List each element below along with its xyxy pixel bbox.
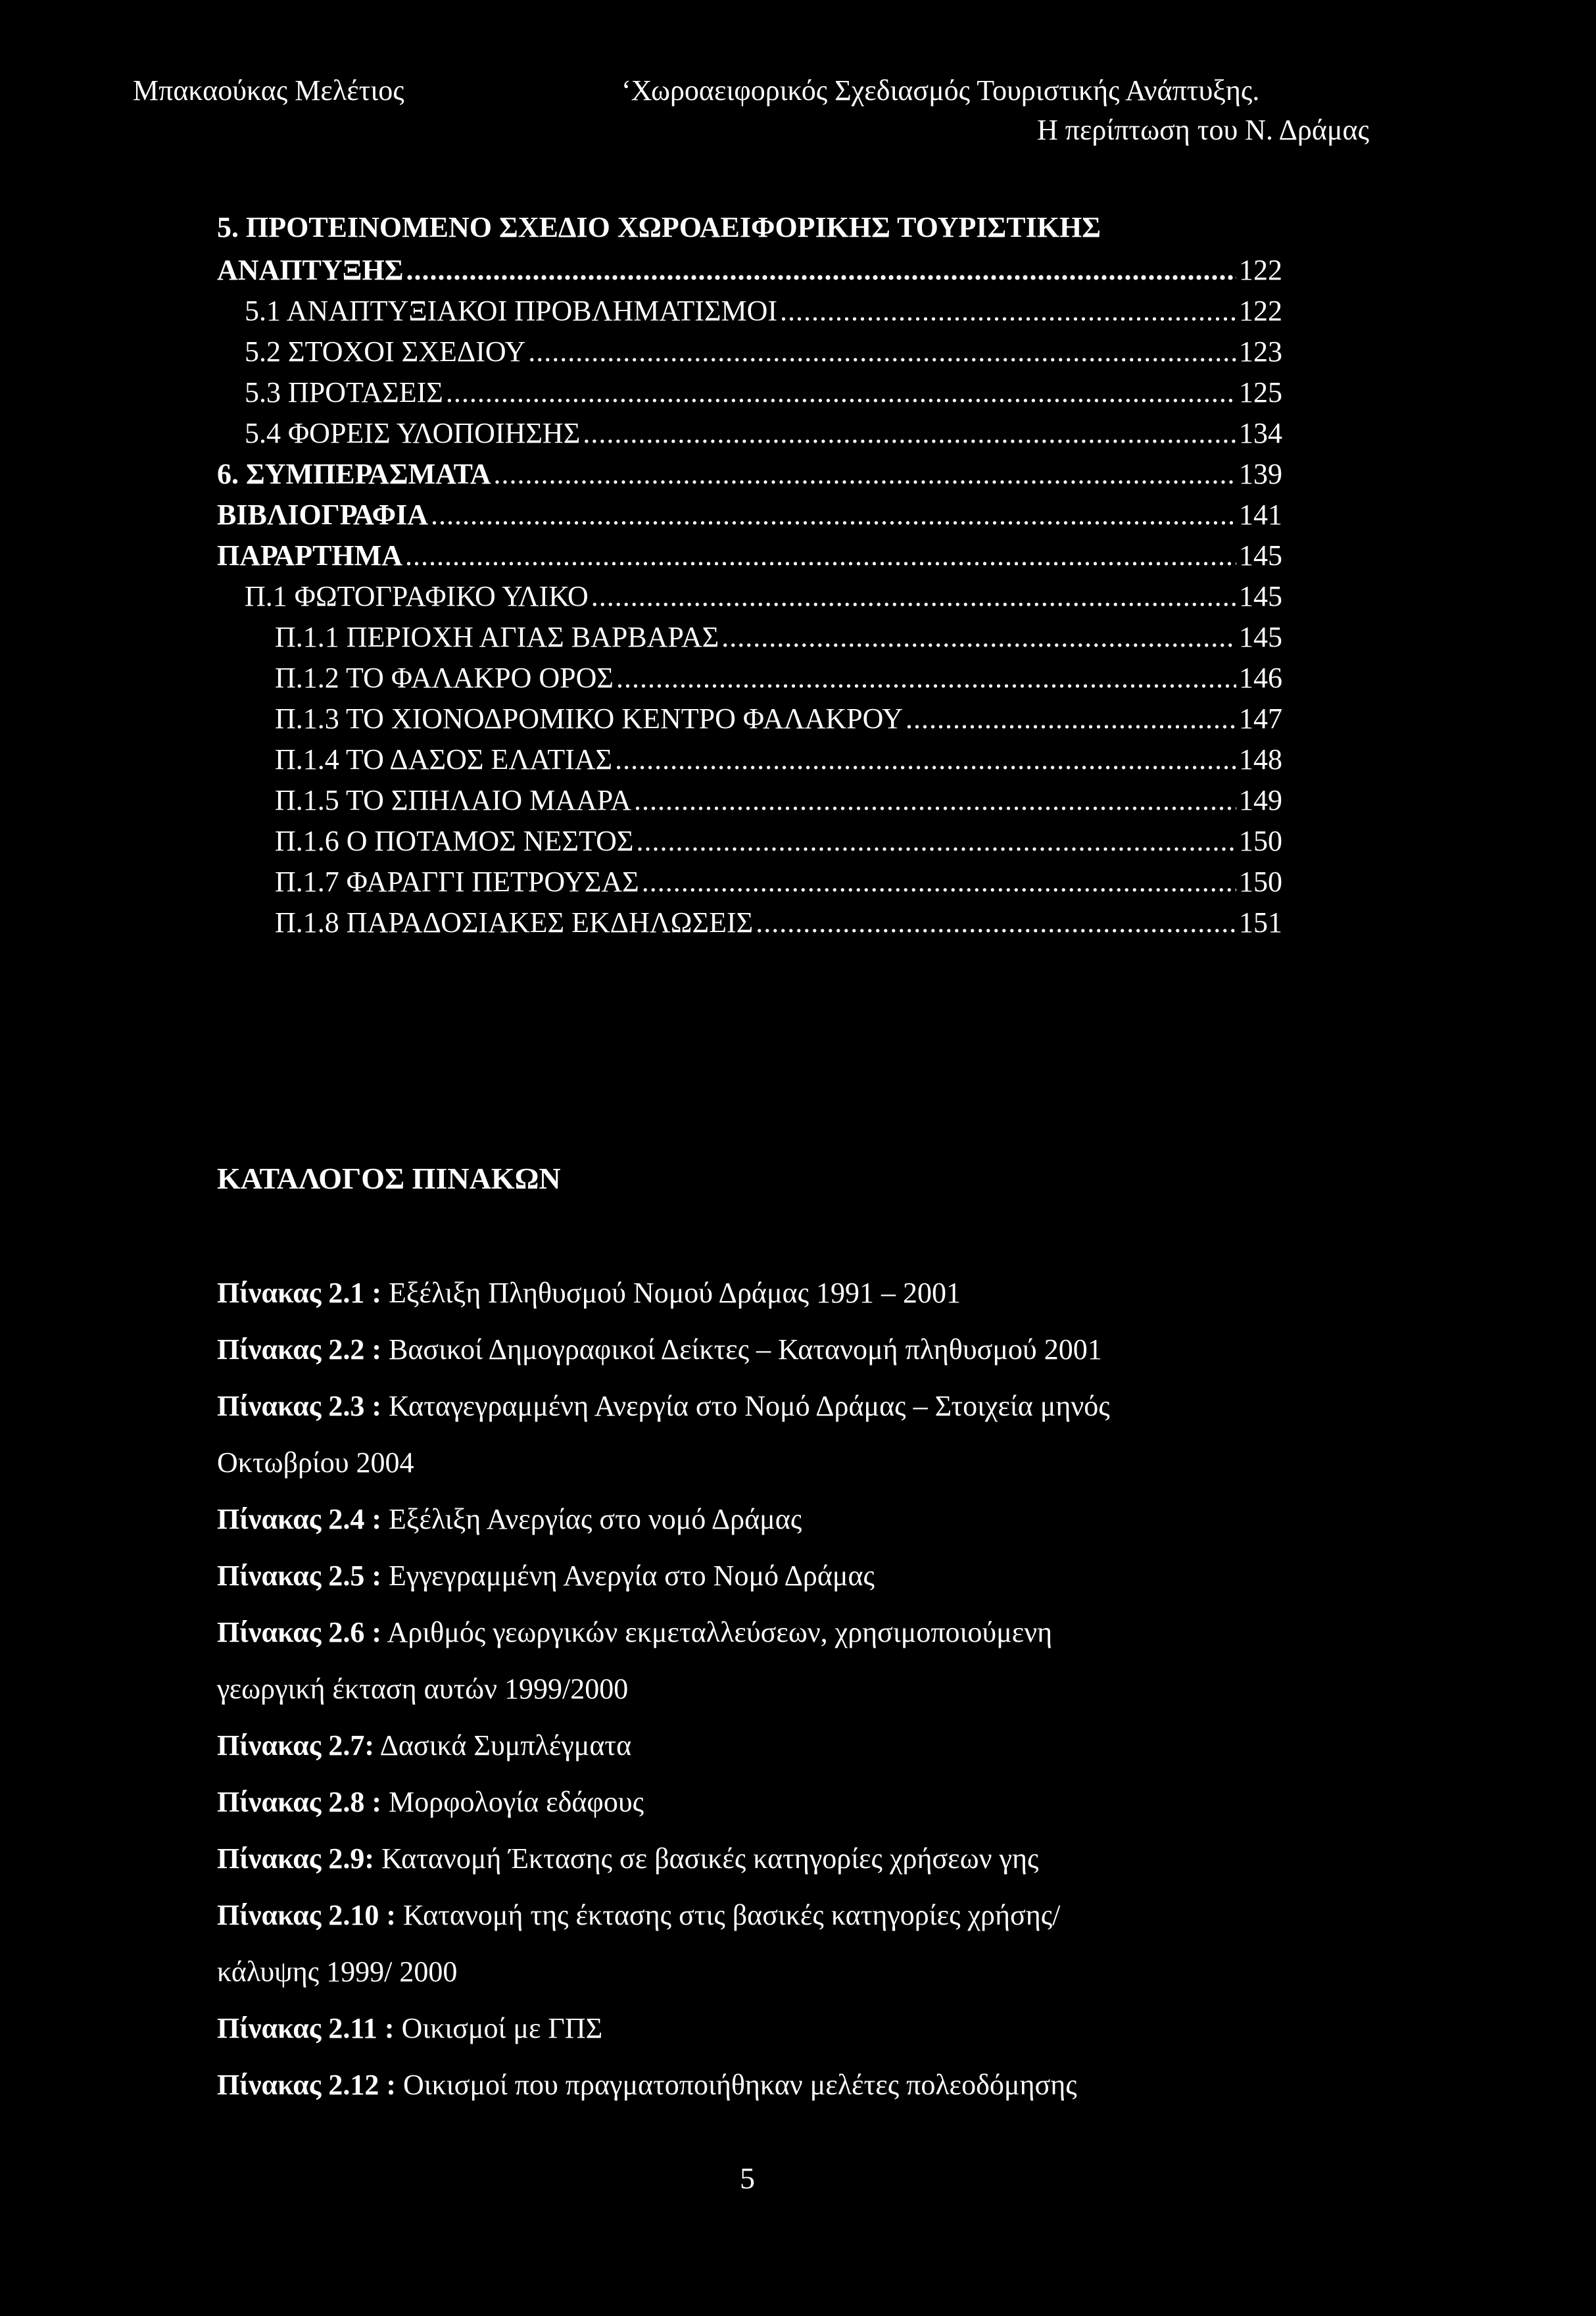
toc-entry-page: 122 bbox=[1239, 295, 1282, 327]
list-of-tables-heading: ΚΑΤΑΛΟΓΟΣ ΠΙΝΑΚΩΝ bbox=[217, 1162, 561, 1195]
table-list-item-text: Κατανομή Έκτασης σε βασικές κατηγορίες χρήσεων γης bbox=[374, 1842, 1039, 1875]
table-list-item-label: Πίνακας 2.11 : bbox=[217, 2012, 395, 2044]
toc-entry-page: 145 bbox=[1239, 580, 1282, 612]
table-list-item bbox=[217, 1502, 802, 1536]
toc-leader-dots bbox=[583, 413, 1236, 454]
table-list-item bbox=[217, 1842, 1038, 1875]
toc-entry-label: 5.2 ΣΤΟΧΟΙ ΣΧΕΔΙΟΥ bbox=[245, 335, 526, 368]
toc-entry-page: 147 bbox=[1239, 702, 1282, 735]
table-list-item bbox=[217, 1615, 1052, 1649]
table-list-item-label: Πίνακας 2.2 : bbox=[217, 1333, 382, 1366]
header-author: Μπακαούκας Μελέτιος bbox=[133, 74, 404, 107]
toc-entry bbox=[275, 658, 1282, 699]
toc-entry bbox=[275, 821, 1282, 862]
toc-entry bbox=[275, 739, 1282, 780]
toc-entry bbox=[275, 699, 1282, 739]
table-list-item-text: Οικισμοί με ΓΠΣ bbox=[394, 2012, 603, 2044]
toc-entry bbox=[217, 535, 1282, 576]
table-list-item-label: Πίνακας 2.5 : bbox=[217, 1560, 382, 1592]
toc-entry-label: Π.1.2 ΤΟ ΦΑΛΑΚΡΟ ΟΡΟΣ bbox=[275, 662, 614, 694]
toc-entry-page: 141 bbox=[1239, 499, 1282, 531]
toc-entry bbox=[245, 576, 1282, 617]
toc-entry-page: 145 bbox=[1239, 539, 1282, 572]
table-list-item-continuation: Οκτωβρίου 2004 bbox=[217, 1446, 414, 1479]
table-list-item bbox=[217, 1785, 644, 1819]
table-list-item bbox=[217, 1333, 1102, 1366]
table-list-item bbox=[217, 2011, 602, 2045]
table-list-item-continuation: κάλυψης 1999/ 2000 bbox=[217, 1956, 458, 1988]
table-list-item bbox=[217, 1729, 631, 1762]
toc-leader-dots bbox=[493, 454, 1236, 495]
table-list-item-label: Πίνακας 2.9: bbox=[217, 1842, 375, 1875]
toc-entry-label: Π.1.1 ΠΕΡΙΟΧΗ ΑΓΙΑΣ ΒΑΡΒΑΡΑΣ bbox=[275, 621, 719, 653]
toc-entry-page: 146 bbox=[1239, 662, 1282, 694]
table-list-item-label: Πίνακας 2.1 : bbox=[217, 1277, 382, 1309]
toc-entry bbox=[245, 291, 1282, 332]
toc-section-5-title: 5. ΠΡΟΤΕΙΝΟΜΕΝΟ ΣΧΕΔΙΟ ΧΩΡΟΑΕΙΦΟΡΙΚΗΣ ΤΟΥΡΙΣΤΙΚΗΣ bbox=[217, 211, 1101, 243]
table-list-item bbox=[217, 1898, 1060, 1932]
table-list-item-text: Καταγεγραμμένη Ανεργία στο Νομό Δράμας – Στοιχεία μηνός bbox=[381, 1390, 1110, 1422]
toc-leader-dots bbox=[756, 902, 1236, 943]
table-list-item-label: Πίνακας 2.3 : bbox=[217, 1390, 382, 1422]
header-title-line2: Η περίπτωση του Ν. Δράμας bbox=[1036, 114, 1369, 146]
table-list-item-text: Κατανομή της έκτασης στις βασικές κατηγορίες χρήσης/ bbox=[396, 1899, 1061, 1931]
page-number: 5 bbox=[740, 2161, 755, 2195]
toc-entry bbox=[245, 413, 1282, 454]
toc-leader-dots bbox=[636, 821, 1236, 862]
toc-entry-page: 123 bbox=[1239, 335, 1282, 368]
toc-entry-page: 150 bbox=[1239, 825, 1282, 857]
table-list-item bbox=[217, 1559, 875, 1592]
table-list-item bbox=[217, 1276, 961, 1310]
toc-entry-label: ΑΝΑΠΤΥΞΗΣ bbox=[217, 254, 404, 286]
table-list-item-text: Δασικά Συμπλέγματα bbox=[374, 1729, 632, 1762]
toc-entry-label: 5.4 ΦΟΡΕΙΣ ΥΛΟΠΟΙΗΣΗΣ bbox=[245, 417, 581, 449]
header-title-line1: ‘Χωροαειφορικός Σχεδιασμός Τουριστικής Ανάπτυξης. bbox=[621, 74, 1260, 107]
toc-leader-dots bbox=[780, 291, 1236, 332]
toc-entry-label: ΠΑΡΑΡΤΗΜΑ bbox=[217, 539, 402, 572]
toc-entry-page: 150 bbox=[1239, 866, 1282, 898]
table-list-item-label: Πίνακας 2.4 : bbox=[217, 1503, 382, 1535]
toc-leader-dots bbox=[642, 862, 1236, 902]
table-list-item-text: Εγγεγραμμένη Ανεργία στο Νομό Δράμας bbox=[381, 1560, 875, 1592]
table-list-item-label: Πίνακας 2.12 : bbox=[217, 2069, 397, 2101]
table-list-item-text: Εξέλιξη Ανεργίας στο νομό Δράμας bbox=[381, 1503, 802, 1535]
table-list-item-text: Εξέλιξη Πληθυσμού Νομού Δράμας 1991 – 2001 bbox=[381, 1277, 961, 1309]
toc-leader-dots bbox=[616, 658, 1236, 699]
toc-leader-dots bbox=[591, 576, 1236, 617]
toc-entry-label: Π.1.7 ΦΑΡΑΓΓΙ ΠΕΤΡΟΥΣΑΣ bbox=[275, 866, 639, 898]
toc-entry-label: ΒΙΒΛΙΟΓΡΑΦΙΑ bbox=[217, 499, 429, 531]
toc-leader-dots bbox=[906, 699, 1236, 739]
toc-entry-label: 5.3 ΠΡΟΤΑΣΕΙΣ bbox=[245, 376, 443, 408]
table-list-item-text: Μορφολογία εδάφους bbox=[381, 1786, 644, 1818]
table-list-item-text: Βασικοί Δημογραφικοί Δείκτες – Κατανομή πληθυσμού 2001 bbox=[381, 1333, 1102, 1366]
toc-leader-dots bbox=[615, 739, 1236, 780]
toc-entry-page: 125 bbox=[1239, 376, 1282, 408]
toc-entry-label: 6. ΣΥΜΠΕΡΑΣΜΑΤΑ bbox=[217, 458, 491, 490]
toc-entry-page: 148 bbox=[1239, 743, 1282, 776]
table-list-item-label: Πίνακας 2.7: bbox=[217, 1729, 375, 1762]
toc-leader-dots bbox=[634, 780, 1236, 821]
toc-entry-page: 122 bbox=[1239, 254, 1282, 286]
toc-entry bbox=[275, 902, 1282, 943]
toc-entry-page: 139 bbox=[1239, 458, 1282, 490]
toc-entry-label: Π.1.5 ΤΟ ΣΠΗΛΑΙΟ ΜΑΑΡΑ bbox=[275, 784, 632, 816]
toc-leader-dots bbox=[446, 372, 1236, 413]
toc-entry-label: Π.1.8 ΠΑΡΑΔΟΣΙΑΚΕΣ ΕΚΔΗΛΩΣΕΙΣ bbox=[275, 906, 754, 939]
toc-leader-dots bbox=[405, 535, 1236, 576]
toc-entry bbox=[245, 332, 1282, 372]
toc-entry-label: 5.1 ΑΝΑΠΤΥΞΙΑΚΟΙ ΠΡΟΒΛΗΜΑΤΙΣΜΟΙ bbox=[245, 295, 778, 327]
toc-leader-dots bbox=[406, 250, 1236, 291]
toc-entry bbox=[275, 780, 1282, 821]
toc-leader-dots bbox=[721, 617, 1236, 658]
toc-entry bbox=[217, 250, 1282, 291]
toc-entry-page: 149 bbox=[1239, 784, 1282, 816]
table-list-item bbox=[217, 2068, 1077, 2102]
toc-leader-dots bbox=[431, 495, 1236, 535]
table-list-item-text: Οικισμοί που πραγματοποιήθηκαν μελέτες πολεοδόμησης bbox=[396, 2069, 1077, 2101]
table-list-item-label: Πίνακας 2.6 : bbox=[217, 1616, 382, 1648]
toc-entry-label: Π.1.4 ΤΟ ΔΑΣΟΣ ΕΛΑΤΙΑΣ bbox=[275, 743, 613, 776]
toc-entry bbox=[217, 454, 1282, 495]
toc-entry-label: Π.1.3 ΤΟ ΧΙΟΝΟΔΡΟΜΙΚΟ ΚΕΝΤΡΟ ΦΑΛΑΚΡΟΥ bbox=[275, 702, 904, 735]
toc-entry-page: 151 bbox=[1239, 906, 1282, 939]
toc-entry-label: Π.1.6 Ο ΠΟΤΑΜΟΣ ΝΕΣΤΟΣ bbox=[275, 825, 634, 857]
toc-leader-dots bbox=[528, 332, 1236, 372]
toc-entry bbox=[217, 495, 1282, 535]
toc-entry bbox=[245, 372, 1282, 413]
toc-entry bbox=[275, 862, 1282, 902]
toc-entry-page: 145 bbox=[1239, 621, 1282, 653]
toc-entry bbox=[275, 617, 1282, 658]
table-list-item-label: Πίνακας 2.8 : bbox=[217, 1786, 382, 1818]
table-list-item-continuation: γεωργική έκταση αυτών 1999/2000 bbox=[217, 1673, 629, 1705]
toc-entry-label: Π.1 ΦΩΤΟΓΡΑΦΙΚΟ ΥΛΙΚΟ bbox=[245, 580, 589, 612]
table-list-item-text: Αριθμός γεωργικών εκμεταλλεύσεων, χρησιμοποιούμενη bbox=[381, 1616, 1053, 1648]
table-list-item bbox=[217, 1389, 1110, 1423]
table-list-item-label: Πίνακας 2.10 : bbox=[217, 1899, 397, 1931]
toc-entry-page: 134 bbox=[1239, 417, 1282, 449]
